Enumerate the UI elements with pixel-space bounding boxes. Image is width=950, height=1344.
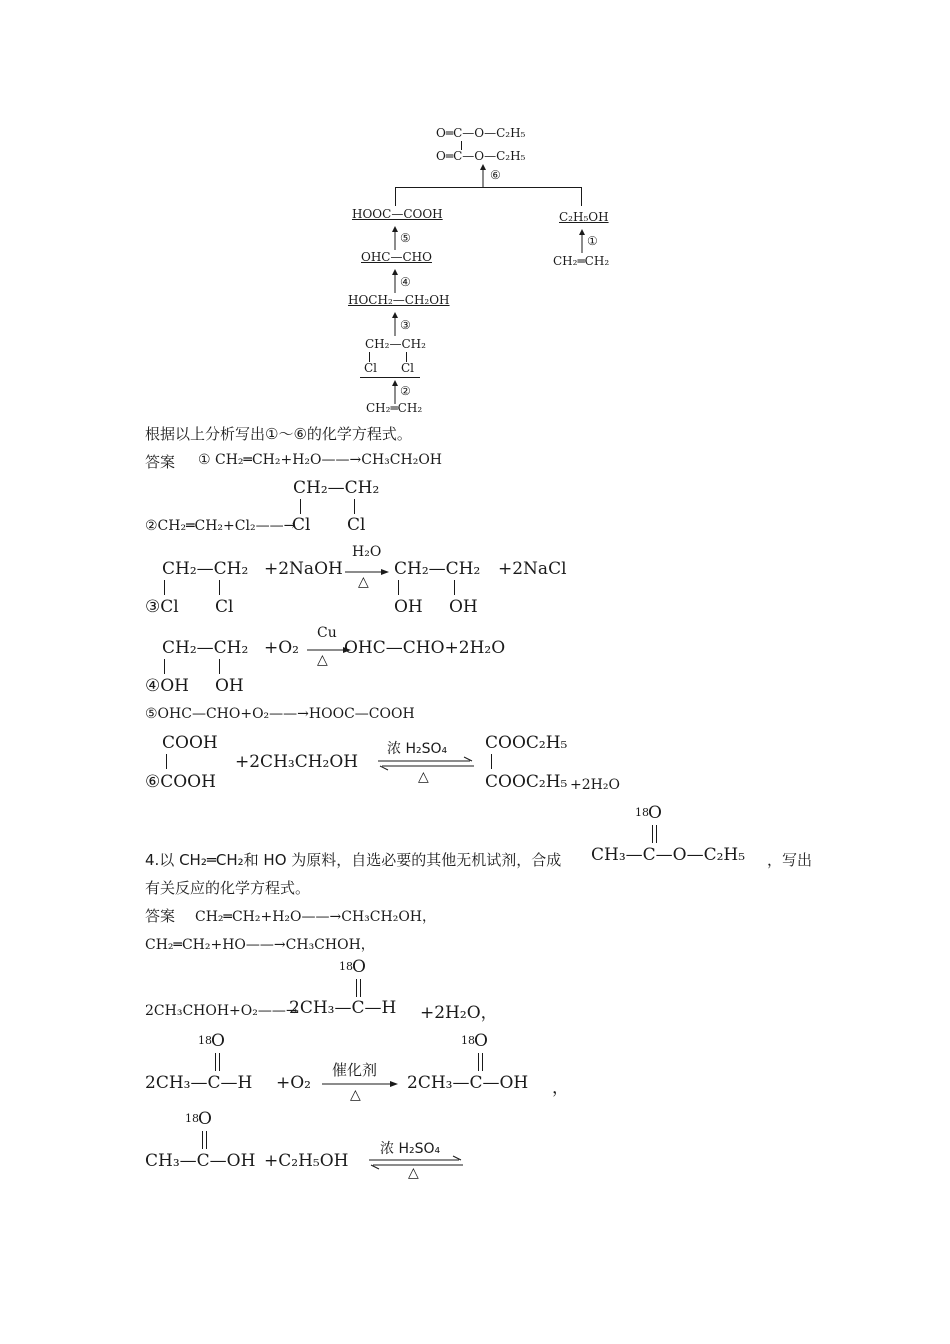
eq6-reactant-top: COOH [162, 733, 218, 753]
eq4-hydroxyl-2: OH [215, 676, 244, 696]
ethylene-glycol: HOCH₂—CH₂OH [348, 293, 450, 307]
carbonyl-oxygen: O [648, 803, 662, 823]
branch-line [395, 187, 581, 188]
q3-answer-label: 答案 [145, 453, 176, 471]
eq4-condition-bottom: △ [317, 652, 328, 668]
double-bond-line [652, 825, 653, 843]
q4-answer-1: CH₂═CH₂+H₂O——→CH₃CH₂OH， [195, 909, 437, 925]
eq4-reactant-bottom: ④OH [145, 676, 190, 696]
acetic-acid-reactant: CH₃—C—OH [145, 1151, 256, 1171]
ethanol: C₂H₅OH [559, 210, 609, 224]
eq6-water: +2H₂O [570, 777, 620, 793]
eq-condition-top: 浓 H₂SO₄ [380, 1141, 441, 1157]
q4-answer-3-left: 2CH₃CHOH+O₂——→ [145, 1003, 298, 1019]
bond-line [166, 754, 167, 769]
eq2-product-top: CH₂—CH₂ [293, 478, 380, 498]
eq6-product-top: COOC₂H₅ [485, 733, 568, 753]
diethyl-oxalate-top: O═C—O—C₂H₅ [436, 126, 526, 140]
branch-line [581, 187, 582, 206]
q4-answer-3-tail: +2H₂O， [420, 1003, 498, 1023]
eq3-condition-top: H₂O [352, 544, 382, 560]
q4-answer-4-tail: ， [552, 1078, 569, 1098]
double-bond-line [202, 1131, 203, 1149]
carbonyl-oxygen: O [211, 1031, 225, 1051]
eq4-oxygen: +O₂ [264, 638, 299, 658]
eq3-product-top: CH₂—CH₂ [394, 559, 481, 579]
step-3-label: ③ [400, 318, 411, 332]
arrow-up-icon [390, 226, 400, 250]
acetaldehyde-reactant: 2CH₃—C—H [145, 1073, 253, 1093]
double-bond-line [356, 979, 357, 997]
arrow-up-icon [390, 269, 400, 293]
isotope-18-label: 18 [198, 1034, 212, 1047]
diethyl-oxalate-bottom: O═C—O—C₂H₅ [436, 149, 526, 163]
catalyst-condition: 催化剂 [332, 1061, 378, 1079]
eq3-condition-bottom: △ [358, 574, 369, 590]
q3-prompt: 根据以上分析写出①～⑥的化学方程式。 [145, 425, 412, 443]
double-bond-line [360, 979, 361, 997]
q4-answer-4-oxygen: +O₂ [276, 1073, 311, 1093]
eq4-reactant-top: CH₂—CH₂ [162, 638, 249, 658]
eq6-ethanol: +2CH₃CH₂OH [235, 752, 359, 772]
eq6-reactant-bottom: ⑥COOH [145, 772, 216, 792]
equation-5: ⑤OHC—CHO+O₂——→HOOC—COOH [145, 706, 415, 722]
ethylene-right: CH₂═CH₂ [553, 254, 610, 268]
q4-prompt-part-3: 有关反应的化学方程式。 [145, 879, 311, 897]
bond-line [219, 580, 220, 595]
bond-line [454, 580, 455, 595]
chlorine-2: Cl [401, 361, 415, 375]
step-1-label: ① [587, 234, 598, 248]
isotope-18-label: 18 [635, 806, 649, 819]
bond-line [491, 754, 492, 769]
bond-line [164, 580, 165, 595]
eq4-product: OHC—CHO+2H₂O [344, 638, 506, 658]
bond-line [300, 499, 301, 514]
eq3-naoh: +2NaOH [264, 559, 343, 579]
eq3-hydroxyl-1: OH [394, 597, 423, 617]
bond-line [164, 659, 165, 674]
eq3-reactant-bottom: ③Cl [145, 597, 179, 617]
eq3-reactant-top: CH₂—CH₂ [162, 559, 249, 579]
eq3-nacl: +2NaCl [498, 559, 567, 579]
step-6-label: ⑥ [490, 168, 501, 182]
acetaldehyde-product: 2CH₃—C—H [289, 998, 397, 1018]
eq6-condition-bottom: △ [418, 769, 429, 785]
chlorine-1: Cl [364, 361, 378, 375]
target-ester: CH₃—C—O—C₂H₅ [591, 845, 746, 865]
double-bond-line [478, 1053, 479, 1071]
double-bond-line [219, 1053, 220, 1071]
ethylene-left: CH₂═CH₂ [366, 401, 423, 415]
heat-condition: △ [350, 1087, 361, 1103]
eq-condition-bottom: △ [408, 1165, 419, 1181]
eq4-condition-top: Cu [317, 625, 337, 641]
eq2-chlorine-1: Cl [292, 515, 311, 535]
isotope-18-label: 18 [461, 1034, 475, 1047]
eq2-chlorine-2: Cl [347, 515, 366, 535]
arrow-up-icon [478, 164, 488, 188]
oxalic-acid: HOOC—COOH [352, 207, 443, 221]
bond-line [219, 659, 220, 674]
q4-answer-5-ethanol: +C₂H₅OH [264, 1151, 349, 1171]
double-bond-line [656, 825, 657, 843]
eq6-condition-top: 浓 H₂SO₄ [387, 741, 448, 757]
eq6-product-bottom: COOC₂H₅ [485, 772, 568, 792]
q4-answer-label: 答案 [145, 907, 176, 925]
eq3-hydroxyl-2: OH [449, 597, 478, 617]
isotope-18-label: 18 [339, 960, 353, 973]
carbonyl-oxygen: O [352, 957, 366, 977]
carbonyl-oxygen: O [198, 1109, 212, 1129]
q4-prompt-part-1: 4.以 CH₂═CH₂和 HO 为原料，自选必要的其他无机试剂，合成 [145, 851, 562, 869]
dichloroethane-top: CH₂—CH₂ [365, 337, 426, 351]
step-4-label: ④ [400, 275, 411, 289]
double-bond-line [206, 1131, 207, 1149]
acetic-acid-product: 2CH₃—C—OH [407, 1073, 529, 1093]
carbonyl-oxygen: O [474, 1031, 488, 1051]
branch-line [395, 187, 396, 206]
bond-line [398, 580, 399, 595]
underline [360, 377, 420, 378]
q4-answer-2: CH₂═CH₂+HO——→CH₃CHOH， [145, 937, 375, 953]
step-2-label: ② [400, 384, 411, 398]
equation-2-left: ②CH₂═CH₂+Cl₂——→ [145, 518, 296, 534]
eq3-chlorine-2: Cl [215, 597, 234, 617]
double-bond-line [215, 1053, 216, 1071]
glyoxal: OHC—CHO [361, 250, 432, 264]
bond-line [354, 499, 355, 514]
arrow-up-icon [390, 312, 400, 336]
arrow-up-icon [577, 229, 587, 253]
isotope-18-label: 18 [185, 1112, 199, 1125]
step-5-label: ⑤ [400, 231, 411, 245]
q4-prompt-part-2: ，写出 [767, 851, 813, 869]
equation-1: ① CH₂═CH₂+H₂O——→CH₃CH₂OH [198, 452, 443, 468]
double-bond-line [482, 1053, 483, 1071]
